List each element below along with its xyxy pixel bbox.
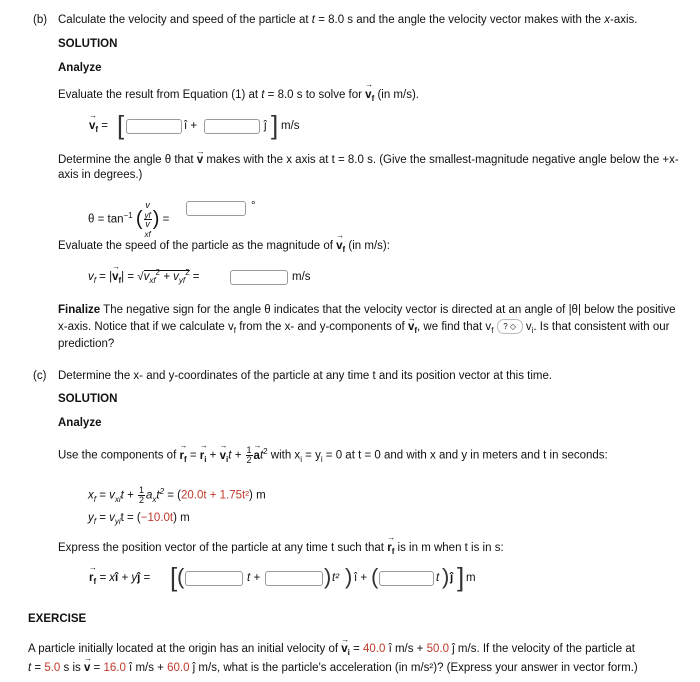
yf-equation: $y_f = v_{yi}t = (-10.0t)$ m <box>88 512 190 526</box>
paren-open-1: ( <box>177 564 185 589</box>
position-components-prompt: Use the components of → $r_f$ = → $r_i$ + → $v_it$ + $\frac{1}{2}$ → $at^2$ with $x_i = y_i = 0$ at t = 0 and with x and y in meters and t in seconds: <box>58 446 608 465</box>
t-squared: t² <box>332 572 340 584</box>
finalize-paragraph: Finalize The negative sign for the angle θ indicates that the velocity vector is directed at an angle of |θ| below the positive x-axis. Notice that if we calculate $v_f$ from the x- and y-components of → $v_f$, we find that $v_f$ ? ◇ $v_i$. Is that consistent with our prediction? <box>58 302 690 353</box>
solution-heading-c: SOLUTION <box>58 393 118 405</box>
bracket-open: [ <box>117 110 125 140</box>
angle-prompt: Determine the angle θ that → v makes with the x axis at t = 8.0 s. (Give the smallest-magnitude negative angle below the +x- axis in degrees.) <box>58 153 688 183</box>
exercise-text: A particle initially located at the origin has an initial velocity of → $v_i = 40.0$ î m/s + 50.0 ĵ m/s. If the velocity of the particle at t = 5.0 s is → v = 16.0 î m/s + 60.0 ĵ m/s, what is the particle's acceleration (in m/s²)? (Express your answer in vector form.) <box>28 640 693 677</box>
speed-input[interactable] <box>230 270 288 285</box>
position-vector-lhs: → $r_f$ = xî + yĵ = <box>89 572 150 584</box>
paren-close-3: ) <box>442 564 450 589</box>
exercise-heading: EXERCISE <box>28 613 87 625</box>
t-plus: t + <box>247 572 261 584</box>
part-c-label: (c) <box>33 370 47 382</box>
i-hat-plus: î + <box>184 120 198 132</box>
j-hat-c: ĵ <box>450 572 454 584</box>
xf-equation: $x_f = v_{xi}t$ + $\frac{1}{2}$ $a_xt^2 = (20.0t + 1.75t^2)$ m <box>88 485 266 505</box>
j-hat: ĵ <box>264 120 267 132</box>
vx-input[interactable] <box>126 119 182 134</box>
x-t-coefficient-input[interactable] <box>185 571 243 586</box>
position-vector-prompt: Express the position vector of the particle at any time t such that → $r_f$ is in m when t is in s: <box>58 542 504 554</box>
y-t-coefficient-input[interactable] <box>379 571 434 586</box>
analyze-heading: Analyze <box>58 62 102 74</box>
position-unit: m <box>466 572 476 584</box>
comparison-select[interactable]: ? ◇ <box>497 319 523 334</box>
part-b-label: (b) <box>33 14 48 26</box>
bracket-open-c: [ <box>170 562 178 592</box>
analyze-heading-c: Analyze <box>58 417 102 429</box>
i-hat-plus-c: î + <box>354 572 368 584</box>
degree-symbol: ° <box>251 200 256 212</box>
x-t2-coefficient-input[interactable] <box>265 571 323 586</box>
velocity-equation-lhs: → $v_f$ = <box>89 120 108 132</box>
speed-unit: m/s <box>292 271 311 283</box>
part-b-question: Calculate the velocity and speed of the particle at t = 8.0 s and the angle the velocity vector makes with the x-axis. <box>58 14 638 26</box>
speed-prompt: Evaluate the speed of the particle as the magnitude of → $v_f$ (in m/s): <box>58 240 390 252</box>
bracket-close: ] <box>271 110 279 140</box>
solution-heading: SOLUTION <box>58 38 118 50</box>
part-c-question: Determine the x- and y-coordinates of the particle at any time t and its position vector at this time. <box>58 370 553 382</box>
angle-input[interactable] <box>186 201 246 216</box>
paren-close-1: ) <box>324 564 332 589</box>
vy-input[interactable] <box>204 119 260 134</box>
theta-equation: $\theta = \tan^{-1}$ ( v yf v xf ) = <box>88 200 170 239</box>
paren-close-2: ) <box>345 564 353 589</box>
speed-equation: $v_f$ = |→ $v_f| = √v_{xf}^2 + v_{yf}^2$ = <box>88 271 199 283</box>
velocity-unit: m/s <box>281 120 300 132</box>
bracket-close-c: ] <box>457 562 465 592</box>
paren-open-2: ( <box>371 564 379 589</box>
velocity-prompt: Evaluate the result from Equation (1) at t = 8.0 s to solve for → $v_f$ (in m/s). <box>58 89 419 101</box>
t-close: t <box>436 572 440 584</box>
